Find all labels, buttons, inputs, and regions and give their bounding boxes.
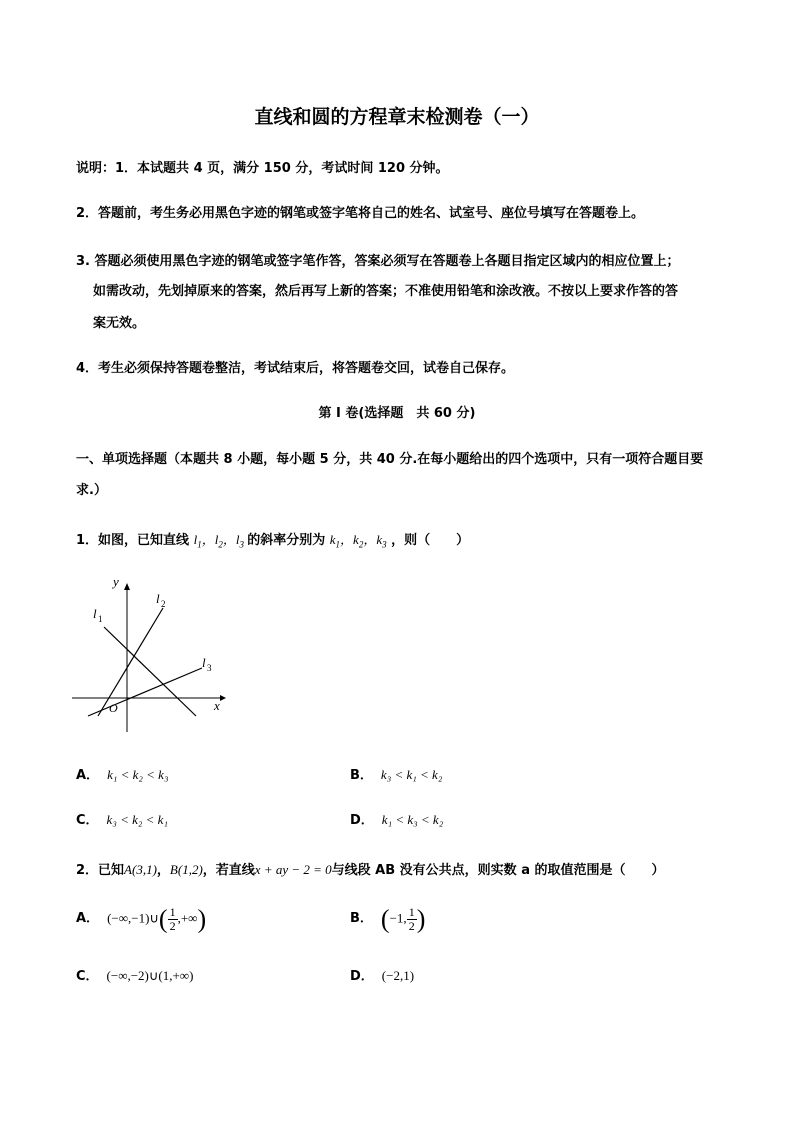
option-text-tail: ,+∞ <box>177 910 198 926</box>
q1-slope-symbols: $k_1$，$k_2$，$k_3$ <box>329 532 387 550</box>
part1-instructions-line-1: 一、单项选择题（本题共 8 小题，每小题 5 分，共 40 分.在每小题给出的四个选项中，只有一项符合题目要 <box>76 452 704 467</box>
x-axis-arrow <box>220 695 226 701</box>
q2-option-a[interactable] <box>76 906 206 933</box>
option-text: k₃ < k₂ < k₁ <box>106 812 168 827</box>
q1-option-d[interactable] <box>350 809 443 828</box>
note-2: 2．答题前，考生务必用黑色字迹的钢笔或签字笔将自己的姓名、试室号、座位号填写在答题卷上。 <box>76 206 645 221</box>
q1-figure <box>60 570 240 740</box>
note-1: 说明：1．本试题共 4 页，满分 150 分，考试时间 120 分钟。 <box>76 161 449 176</box>
paren-open: ( <box>158 904 168 934</box>
question-1-stem <box>76 529 469 550</box>
numerator: 1 <box>408 905 415 919</box>
part1-instructions-line-2: 求.） <box>76 483 107 498</box>
l1-subscript: 1 <box>98 614 103 624</box>
y-axis-label: y <box>113 574 119 589</box>
section-title: 第 I 卷(选择题 共 60 分) <box>318 406 476 421</box>
question-2-stem <box>76 859 665 878</box>
q1-option-c[interactable] <box>76 809 168 828</box>
x-axis-label: x <box>214 698 220 713</box>
paren-close: ) <box>416 904 426 934</box>
option-label: C． <box>76 969 99 984</box>
origin-label: O <box>109 701 118 715</box>
option-text-head: −1, <box>389 910 407 926</box>
q2-mid: ，若直线 <box>202 863 255 878</box>
page-title: 直线和圆的方程章末检测卷（一） <box>254 106 540 128</box>
q2-point-b: B(1,2) <box>169 862 203 877</box>
option-text: k₁ < k₃ < k₂ <box>381 812 444 827</box>
option-label: D． <box>350 969 374 984</box>
line-l1 <box>104 627 196 716</box>
denominator: 2 <box>169 919 176 933</box>
q1-lines-symbols: $l_1$，$l_2$，$l_3$ <box>193 532 244 550</box>
q1-mid: 的斜率分别为 <box>247 533 326 548</box>
option-label: A． <box>76 911 100 927</box>
line-l3 <box>88 668 202 716</box>
l3-label: l <box>202 655 206 670</box>
option-label: A． <box>76 768 100 783</box>
q2-point-a: A(3,1) <box>124 862 157 877</box>
q2-suffix: 与线段 AB 没有公共点，则实数 a 的取值范围是（ ） <box>331 863 665 878</box>
paren-open: ( <box>380 904 390 934</box>
q2-option-b[interactable] <box>350 906 425 933</box>
q2-prefix: 2．已知 <box>76 863 125 878</box>
q2-option-c[interactable] <box>76 965 193 984</box>
denominator: 2 <box>408 919 415 933</box>
q1-suffix: ，则（ ） <box>391 533 470 548</box>
paren-close: ) <box>197 904 207 934</box>
q2-option-d[interactable] <box>350 965 414 984</box>
q1-option-a[interactable] <box>76 764 168 783</box>
option-text: (−2,1) <box>381 968 415 983</box>
option-text: k₁ < k₂ < k₃ <box>107 767 169 782</box>
l3-subscript: 3 <box>207 663 212 673</box>
option-text-part: (−∞,−1)∪ <box>107 910 159 926</box>
y-axis-arrow <box>124 583 130 590</box>
fraction <box>168 906 178 933</box>
option-label: B． <box>350 768 373 783</box>
option-text: (−∞,−2)∪(1,+∞) <box>106 968 194 983</box>
q2-equation: x + ay − 2 = 0 <box>254 862 332 877</box>
q1-prefix: 1．如图，已知直线 <box>76 533 190 548</box>
line-l2 <box>98 608 163 716</box>
note-3-line-1: 3. 答题必须使用黑色字迹的钢笔或签字笔作答，答案必须写在答题卷上各题目指定区域内的相应位置上； <box>76 254 680 269</box>
q1-option-b[interactable] <box>350 764 442 783</box>
note-4: 4．考生必须保持答题卷整洁，考试结束后，将答题卷交回，试卷自己保存。 <box>76 361 515 376</box>
l2-subscript: 2 <box>161 599 166 609</box>
note-3-line-3: 案无效。 <box>93 316 146 331</box>
option-label: B． <box>350 911 373 927</box>
option-label: D． <box>350 813 374 828</box>
fraction <box>407 906 417 933</box>
q2-comma: ， <box>156 863 170 878</box>
option-label: C． <box>76 813 99 828</box>
note-3-line-2: 如需改动，先划掉原来的答案，然后再写上新的答案；不准使用铅笔和涂改液。不按以上要求作答的答 <box>93 284 679 299</box>
l2-label: l <box>156 591 160 606</box>
l1-label: l <box>93 606 97 621</box>
option-text: k₃ < k₁ < k₂ <box>380 767 443 782</box>
numerator: 1 <box>169 905 176 919</box>
